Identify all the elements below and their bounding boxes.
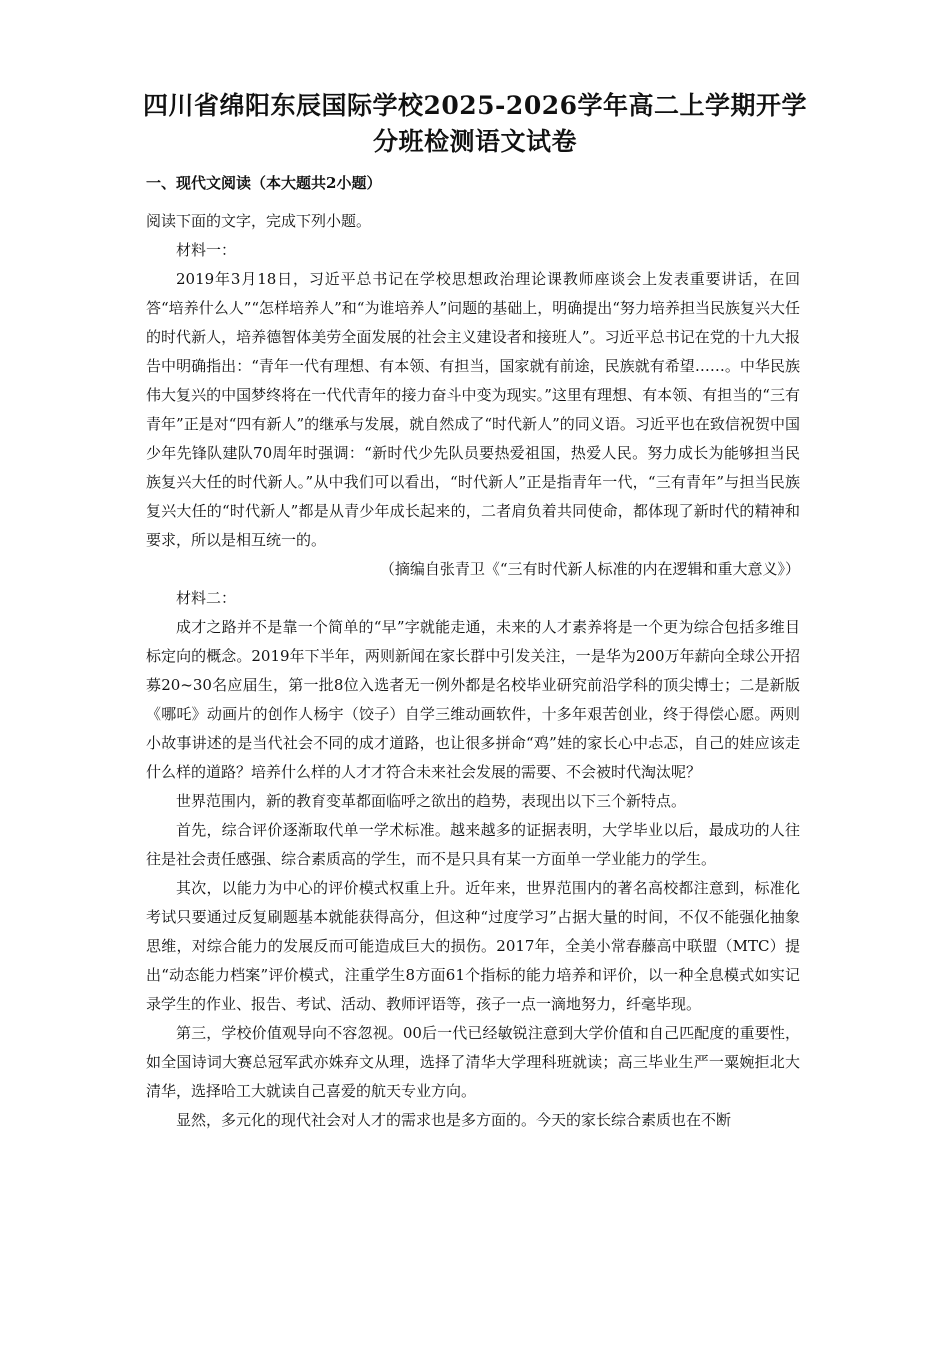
material-2-paragraph: 世界范围内，新的教育变革都面临呼之欲出的趋势，表现出以下三个新特点。 (176, 792, 687, 810)
exam-title (120, 88, 830, 160)
material-2-paragraph: 其次，以能力为中心的评价模式权重上升。近年来，世界范围内的著名高校都注意到，标准化考试只要通过反复刷题基本就能获得高分，但这种“过度学习”占据大量的时间，不仅不能强化抽象思维，对综合能力的发展反而可能造成巨大的损伤。2017年，全美小常春藤高中联盟（MTC）提出“动态能力档案”评价模式，注重学生8方面61个指标的能力培养和评价，以一种全息模式如实记录学生的作业、报告、考试、活动、教师评语等，孩子一点一滴地努力，纤毫毕现。 (146, 879, 800, 1013)
reading-passage (146, 207, 800, 1135)
material-2-paragraph: 显然，多元化的现代社会对人才的需求也是多方面的。今天的家长综合素质也在不断 (176, 1111, 732, 1129)
material-2-paragraph: 第三，学校价值观导向不容忽视。00后一代已经敏锐注意到大学价值和自己匹配度的重要性，如全国诗词大赛总冠军武亦姝弃文从理，选择了清华大学理科班就读；高三毕业生严一粟婉拒北大清华，选择哈工大就读自己喜爱的航天专业方向。 (146, 1024, 800, 1100)
instruction-text: 阅读下面的文字，完成下列小题。 (146, 212, 372, 230)
material-2-label: 材料二： (176, 589, 237, 607)
exam-title-line-2: 分班检测语文试卷 (372, 127, 577, 156)
material-1-source: （摘编自张青卫《“三有时代新人标准的内在逻辑和重大意义》） (379, 560, 800, 578)
material-2-paragraph: 首先，综合评价逐渐取代单一学术标准。越来越多的证据表明，大学毕业以后，最成功的人往往是社会责任感强、综合素质高的学生，而不是只具有某一方面单一学业能力的学生。 (146, 821, 800, 868)
material-1-paragraph: 2019年3月18日，习近平总书记在学校思想政治理论课教师座谈会上发表重要讲话，在回答“培养什么人”“怎样培养人”和“为谁培养人”问题的基础上，明确提出“努力培养担当民族复兴大任的时代新人，培养德智体美劳全面发展的社会主义建设者和接班人”。习近平总书记在党的十九大报告中明确指出：“青年一代有理想、有本领、有担当，国家就有前途，民族就有希望……。中华民族伟大复兴的中国梦终将在一代代青年的接力奋斗中变为现实。”这里有理想、有本领、有担当的“三有青年”正是对“四有新人”的继承与发展，就自然成了“时代新人”的同义语。习近平也在致信祝贺中国少年先锋队建队70周年时强调：“新时代少先队员要热爱祖国，热爱人民。努力成长为能够担当民族复兴大任的时代新人。”从中我们可以看出，“时代新人”正是指青年一代，“三有青年”与担当民族复兴大任的“时代新人”都是从青少年成长起来的，二者肩负着共同使命，都体现了新时代的精神和要求，所以是相互统一的。 (146, 270, 800, 549)
material-2-paragraph: 成才之路并不是靠一个简单的“早”字就能走通，未来的人才素养将是一个更为综合包括多维目标定向的概念。2019年下半年，两则新闻在家长群中引发关注，一是华为200万年薪向全球公开招募20~30名应届生，第一批8位入选者无一例外都是名校毕业研究前沿学科的顶尖博士；二是新版《哪吒》动画片的创作人杨宇（饺子）自学三维动画软件，十多年艰苦创业，终于得偿心愿。两则小故事讲述的是当代社会不同的成才道路，也让很多拼命“鸡”娃的家长心中忐忑，自己的娃应该走什么样的道路？培养什么样的人才才符合未来社会发展的需要、不会被时代淘汰呢？ (146, 618, 800, 781)
material-1-label: 材料一： (176, 241, 237, 259)
section-heading: 一、现代文阅读（本大题共2小题） (146, 174, 382, 192)
exam-title-line-1: 四川省绵阳东辰国际学校2025-2026学年高二上学期开学 (142, 91, 808, 120)
